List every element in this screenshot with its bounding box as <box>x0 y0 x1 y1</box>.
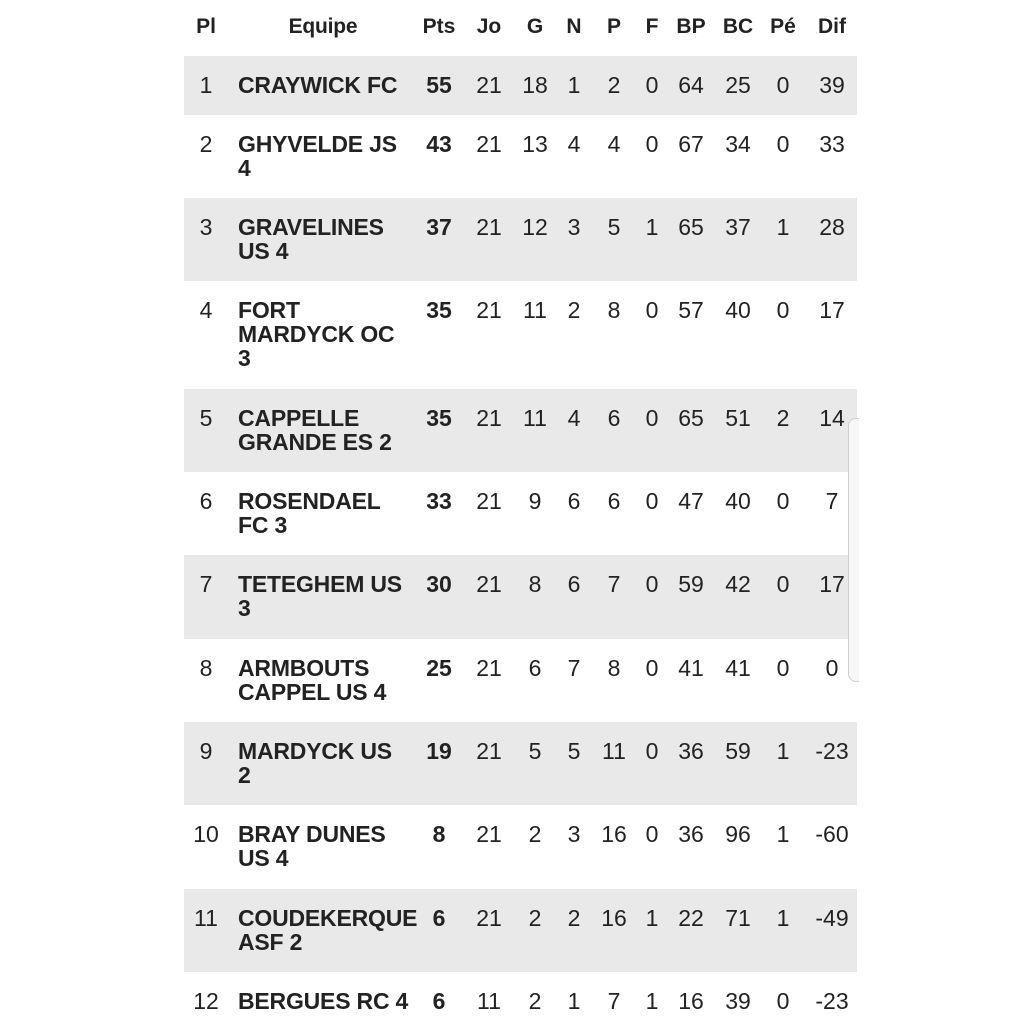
cell-bp: 22 <box>678 905 704 931</box>
cell-jo: 21 <box>476 297 502 323</box>
cell-bc: 25 <box>725 72 751 98</box>
cell-team: ARMBOUTS CAPPEL US 4 <box>238 655 387 705</box>
cell-pe: 0 <box>776 655 790 681</box>
cell-pe: 1 <box>776 214 790 240</box>
cell-p: 16 <box>601 905 627 931</box>
cell-bc: 41 <box>725 655 751 681</box>
cell-dif: -23 <box>815 988 849 1014</box>
cell-dif: 14 <box>819 405 845 431</box>
cell-n: 6 <box>567 488 581 514</box>
header-f: F <box>645 15 659 38</box>
header-dif: Dif <box>818 15 846 38</box>
cell-pts: 33 <box>426 488 452 514</box>
cell-dif: -23 <box>815 738 849 764</box>
cell-f: 0 <box>645 655 659 681</box>
cell-p: 6 <box>607 488 621 514</box>
cell-pe: 0 <box>776 488 790 514</box>
cell-p: 11 <box>602 738 626 764</box>
cell-bc: 96 <box>725 821 751 847</box>
cell-g: 11 <box>523 297 547 323</box>
cell-dif: 0 <box>825 655 839 681</box>
cell-pl: 10 <box>193 821 219 847</box>
cell-p: 6 <box>607 405 621 431</box>
cell-jo: 21 <box>476 655 502 681</box>
cell-g: 8 <box>528 571 542 597</box>
table-row[interactable] <box>184 555 857 639</box>
cell-f: 0 <box>645 72 659 98</box>
cell-dif: -49 <box>815 905 849 931</box>
header-pts: Pts <box>422 15 456 38</box>
cell-n: 2 <box>567 297 581 323</box>
table-row[interactable] <box>184 805 857 889</box>
cell-dif: 17 <box>819 297 845 323</box>
cell-pl: 4 <box>199 297 213 323</box>
cell-n: 1 <box>567 988 581 1014</box>
cell-bc: 59 <box>725 738 751 764</box>
cell-p: 8 <box>607 655 621 681</box>
cell-pl: 9 <box>199 738 213 764</box>
cell-g: 18 <box>522 72 548 98</box>
cell-pl: 8 <box>199 655 213 681</box>
cell-pl: 6 <box>199 488 213 514</box>
table-row[interactable] <box>184 281 857 389</box>
cell-pe: 0 <box>776 571 790 597</box>
cell-bp: 41 <box>678 655 704 681</box>
table-row[interactable] <box>184 639 857 722</box>
cell-p: 5 <box>607 214 621 240</box>
cell-pl: 3 <box>199 214 213 240</box>
cell-pts: 8 <box>432 821 446 847</box>
cell-p: 16 <box>601 821 627 847</box>
cell-pts: 55 <box>426 72 452 98</box>
cell-f: 1 <box>645 214 659 240</box>
cell-team: TETEGHEM US 3 <box>238 571 402 621</box>
cell-bp: 59 <box>678 571 704 597</box>
cell-f: 0 <box>645 297 659 323</box>
cell-pts: 43 <box>426 131 452 157</box>
cell-pl: 11 <box>194 905 218 931</box>
header-jo: Jo <box>476 15 502 38</box>
cell-bp: 64 <box>678 72 704 98</box>
table-row[interactable] <box>184 972 857 1024</box>
cell-f: 0 <box>645 738 659 764</box>
cell-p: 7 <box>607 988 621 1014</box>
cell-team: BERGUES RC 4 <box>238 988 409 1014</box>
cell-dif: 7 <box>825 488 839 514</box>
cell-p: 8 <box>607 297 621 323</box>
cell-g: 6 <box>528 655 542 681</box>
table-row[interactable] <box>184 56 857 115</box>
cell-pts: 35 <box>426 297 452 323</box>
cell-bc: 37 <box>725 214 751 240</box>
scrollbar[interactable] <box>848 418 859 682</box>
cell-jo: 21 <box>476 571 502 597</box>
cell-n: 2 <box>567 905 581 931</box>
cell-team: ROSENDAEL FC 3 <box>238 488 381 538</box>
cell-jo: 21 <box>476 821 502 847</box>
cell-dif: 17 <box>819 571 845 597</box>
cell-bp: 16 <box>678 988 704 1014</box>
header-bp: BP <box>676 15 706 38</box>
cell-bp: 47 <box>678 488 704 514</box>
cell-jo: 21 <box>476 738 502 764</box>
cell-bp: 36 <box>678 821 704 847</box>
header-g: G <box>526 15 544 38</box>
cell-n: 7 <box>567 655 581 681</box>
cell-f: 1 <box>645 988 659 1014</box>
cell-p: 4 <box>607 131 621 157</box>
header-p: P <box>606 15 621 38</box>
table-header <box>184 0 857 56</box>
cell-jo: 11 <box>477 988 501 1014</box>
cell-bp: 65 <box>678 405 704 431</box>
cell-team: FORT MARDYCK OC 3 <box>238 297 395 371</box>
cell-bc: 40 <box>725 488 751 514</box>
cell-dif: 39 <box>819 72 845 98</box>
cell-bc: 39 <box>725 988 751 1014</box>
cell-f: 0 <box>645 488 659 514</box>
cell-bp: 67 <box>678 131 704 157</box>
cell-n: 5 <box>567 738 581 764</box>
cell-pe: 1 <box>776 905 790 931</box>
cell-f: 0 <box>645 571 659 597</box>
cell-pe: 0 <box>776 72 790 98</box>
cell-n: 3 <box>567 821 581 847</box>
cell-bc: 42 <box>725 571 751 597</box>
cell-g: 2 <box>528 905 542 931</box>
table-row[interactable] <box>184 889 857 972</box>
cell-jo: 21 <box>476 905 502 931</box>
cell-pts: 30 <box>426 571 452 597</box>
cell-pl: 1 <box>199 72 213 98</box>
cell-n: 4 <box>567 131 581 157</box>
header-team: Equipe <box>288 15 358 38</box>
cell-n: 4 <box>567 405 581 431</box>
cell-n: 1 <box>567 72 581 98</box>
cell-team: CRAYWICK FC <box>238 72 398 98</box>
cell-g: 5 <box>528 738 542 764</box>
cell-f: 0 <box>645 821 659 847</box>
cell-bp: 65 <box>678 214 704 240</box>
cell-dif: 33 <box>819 131 845 157</box>
table-row[interactable] <box>184 198 857 281</box>
cell-n: 6 <box>567 571 581 597</box>
cell-bc: 40 <box>725 297 751 323</box>
cell-dif: 28 <box>819 214 845 240</box>
cell-jo: 21 <box>476 72 502 98</box>
cell-p: 7 <box>607 571 621 597</box>
cell-pts: 37 <box>426 214 452 240</box>
cell-pe: 1 <box>776 738 790 764</box>
cell-pl: 7 <box>199 571 213 597</box>
cell-pl: 12 <box>193 988 219 1014</box>
cell-pl: 2 <box>199 131 213 157</box>
cell-pts: 35 <box>426 405 452 431</box>
cell-jo: 21 <box>476 131 502 157</box>
cell-team: MARDYCK US 2 <box>238 738 392 788</box>
cell-pts: 25 <box>426 655 452 681</box>
header-bc: BC <box>722 15 754 38</box>
cell-g: 2 <box>528 988 542 1014</box>
cell-pe: 2 <box>776 405 790 431</box>
cell-pe: 0 <box>776 297 790 323</box>
cell-f: 1 <box>645 905 659 931</box>
table-row[interactable] <box>184 389 857 472</box>
cell-f: 0 <box>645 405 659 431</box>
cell-bc: 71 <box>725 905 751 931</box>
header-pl: Pl <box>196 15 216 38</box>
cell-bp: 36 <box>678 738 704 764</box>
cell-n: 3 <box>567 214 581 240</box>
cell-pts: 6 <box>432 905 446 931</box>
cell-jo: 21 <box>476 405 502 431</box>
header-n: N <box>566 15 582 38</box>
cell-pe: 1 <box>776 821 790 847</box>
cell-g: 2 <box>528 821 542 847</box>
table-row[interactable] <box>184 115 857 198</box>
cell-dif: -60 <box>815 821 849 847</box>
cell-g: 9 <box>528 488 542 514</box>
cell-bp: 57 <box>678 297 704 323</box>
table-row[interactable] <box>184 722 857 805</box>
cell-team: CAPPELLE GRANDE ES 2 <box>238 405 392 455</box>
cell-pts: 6 <box>432 988 446 1014</box>
cell-bc: 34 <box>725 131 751 157</box>
cell-p: 2 <box>607 72 621 98</box>
cell-pe: 0 <box>776 131 790 157</box>
cell-team: GHYVELDE JS 4 <box>238 131 397 181</box>
table-row[interactable] <box>184 472 857 555</box>
cell-f: 0 <box>645 131 659 157</box>
header-pe: Pé <box>770 15 796 38</box>
cell-pl: 5 <box>199 405 213 431</box>
cell-jo: 21 <box>476 214 502 240</box>
cell-g: 11 <box>523 405 547 431</box>
cell-jo: 21 <box>476 488 502 514</box>
cell-g: 13 <box>522 131 548 157</box>
cell-team: COUDEKERQUE ASF 2 <box>238 905 418 955</box>
cell-team: BRAY DUNES US 4 <box>238 821 386 871</box>
cell-pts: 19 <box>426 738 452 764</box>
cell-pe: 0 <box>776 988 790 1014</box>
cell-bc: 51 <box>725 405 751 431</box>
cell-g: 12 <box>522 214 548 240</box>
cell-team: GRAVELINES US 4 <box>238 214 384 264</box>
